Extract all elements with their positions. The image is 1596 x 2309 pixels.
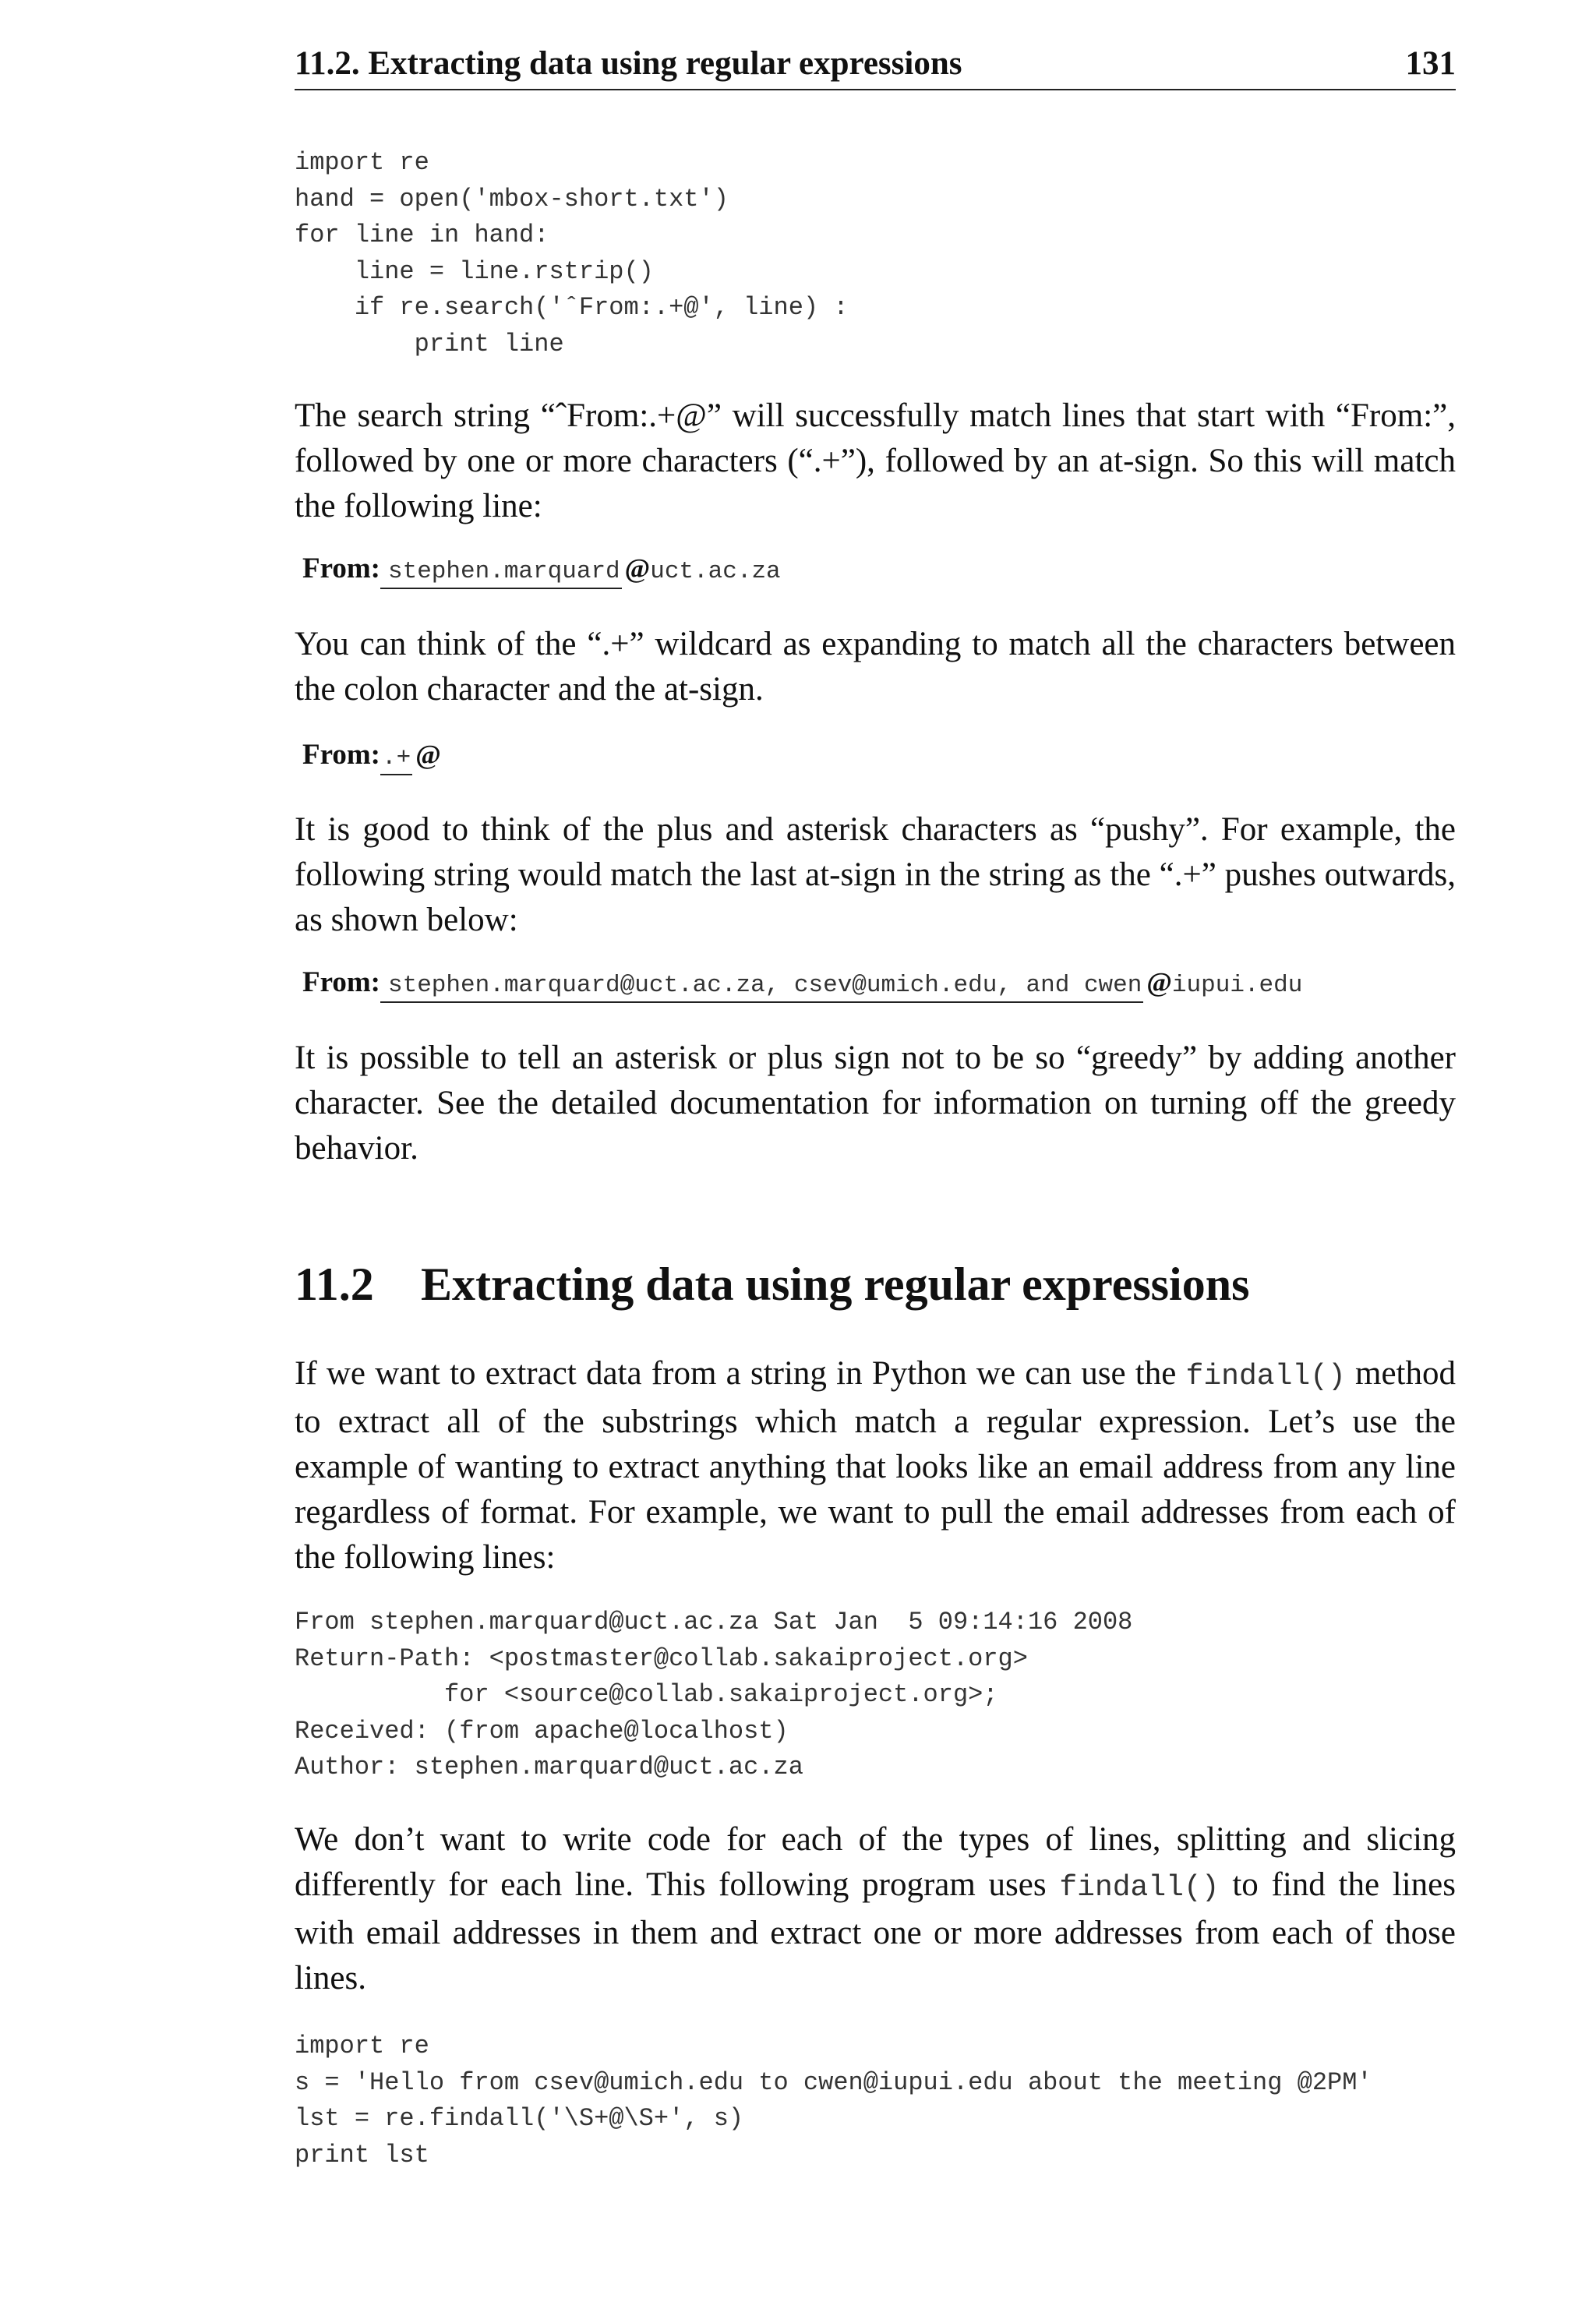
matched-span: stephen.marquard@uct.ac.za, csev@umich.edu, and cwen: [380, 970, 1143, 1003]
inline-code: findall(): [1185, 1360, 1346, 1393]
code-line: print lst: [295, 2140, 429, 2170]
code-line: print line: [295, 329, 564, 358]
book-page: [295, 0, 1456, 2309]
match-remainder: uct.ac.za: [650, 558, 781, 585]
at-sign: @: [624, 553, 651, 584]
section-number: 11.2: [295, 1259, 374, 1310]
code-line: Return-Path: <postmaster@collab.sakaiproject.org>: [295, 1643, 1028, 1673]
at-sign: @: [415, 740, 441, 770]
running-header: [295, 39, 1456, 90]
paragraph-findall-program: [295, 1817, 1456, 2001]
code-block-findall: [295, 2028, 1372, 2173]
code-line: s = 'Hello from csev@umich.edu to cwen@iupui.edu about the meeting @2PM': [295, 2067, 1372, 2097]
text-run: to find the lines with email addresses in them and extract one or more addresses from each of those lines.: [295, 1866, 1456, 1997]
code-line: for <source@collab.sakaiproject.org>;: [295, 1680, 998, 1709]
matched-span: .+: [380, 743, 412, 775]
match-label: From:: [302, 966, 380, 998]
code-line: Received: (from apache@localhost): [295, 1716, 789, 1746]
match-example-3: [302, 966, 1302, 1009]
paragraph-greedy: It is possible to tell an asterisk or plus sign not to be so “greedy” by adding another character. See the detailed documentation for information on turning off the greedy behavior.: [295, 1040, 1456, 1167]
code-line: line = line.rstrip(): [295, 256, 654, 286]
code-line: hand = open('mbox-short.txt'): [295, 184, 729, 214]
code-block-search: [295, 145, 849, 362]
paragraph-search-string: The search string “ˆFrom:.+@” will successfully match lines that start with “From:”, followed by one or more characters (“.+”), followed by an at-sign. So this will match the following line:: [295, 397, 1456, 524]
match-remainder: iupui.edu: [1171, 972, 1303, 999]
paragraph-pushy: It is good to think of the plus and asterisk characters as “pushy”. For example, the following string would match the last at-sign in the string as the “.+” pushes outwards, as shown below:: [295, 811, 1456, 938]
text-run: We don’t want to write code for each of the types of lines, splitting and slicing differently for each line. This following program uses: [295, 1821, 1456, 1903]
match-example-1: [302, 552, 781, 595]
code-line: lst = re.findall('\S+@\S+', s): [295, 2104, 744, 2133]
section-title: Extracting data using regular expressions: [421, 1259, 1250, 1310]
inline-code: findall(): [1059, 1871, 1220, 1905]
code-line: for line in hand:: [295, 221, 549, 249]
header-page-number: 131: [1405, 45, 1456, 82]
code-line: import re: [295, 148, 429, 177]
code-line: From stephen.marquard@uct.ac.za Sat Jan 5 09:14:16 2008: [295, 1608, 1133, 1636]
header-section-title: 11.2. Extracting data using regular expressions: [295, 45, 962, 82]
match-label: From:: [302, 739, 380, 771]
text-run: method to extract all of the substrings which match a regular expression. Let’s use the example of wanting to extract anything that looks like an email address from any line regardless of format. For example, we want to pull the email addresses from each of the following lines:: [295, 1355, 1456, 1576]
matched-span: stephen.marquard: [380, 556, 622, 589]
code-line: if re.search('ˆFrom:.+@', line) :: [295, 293, 849, 322]
at-sign: @: [1146, 967, 1172, 997]
match-example-2: [302, 738, 441, 782]
code-block-mbox-lines: [295, 1605, 1132, 1786]
code-line: Author: stephen.marquard@uct.ac.za: [295, 1753, 803, 1781]
text-run: If we want to extract data from a string in Python we can use the: [295, 1355, 1186, 1392]
paragraph-findall-intro: [295, 1351, 1456, 1580]
code-line: import re: [295, 2032, 429, 2060]
paragraph-wildcard: You can think of the “.+” wildcard as expanding to match all the characters between the colon character and the at-sign.: [295, 626, 1456, 708]
section-heading: [295, 1253, 1249, 1315]
match-label: From:: [302, 553, 380, 584]
